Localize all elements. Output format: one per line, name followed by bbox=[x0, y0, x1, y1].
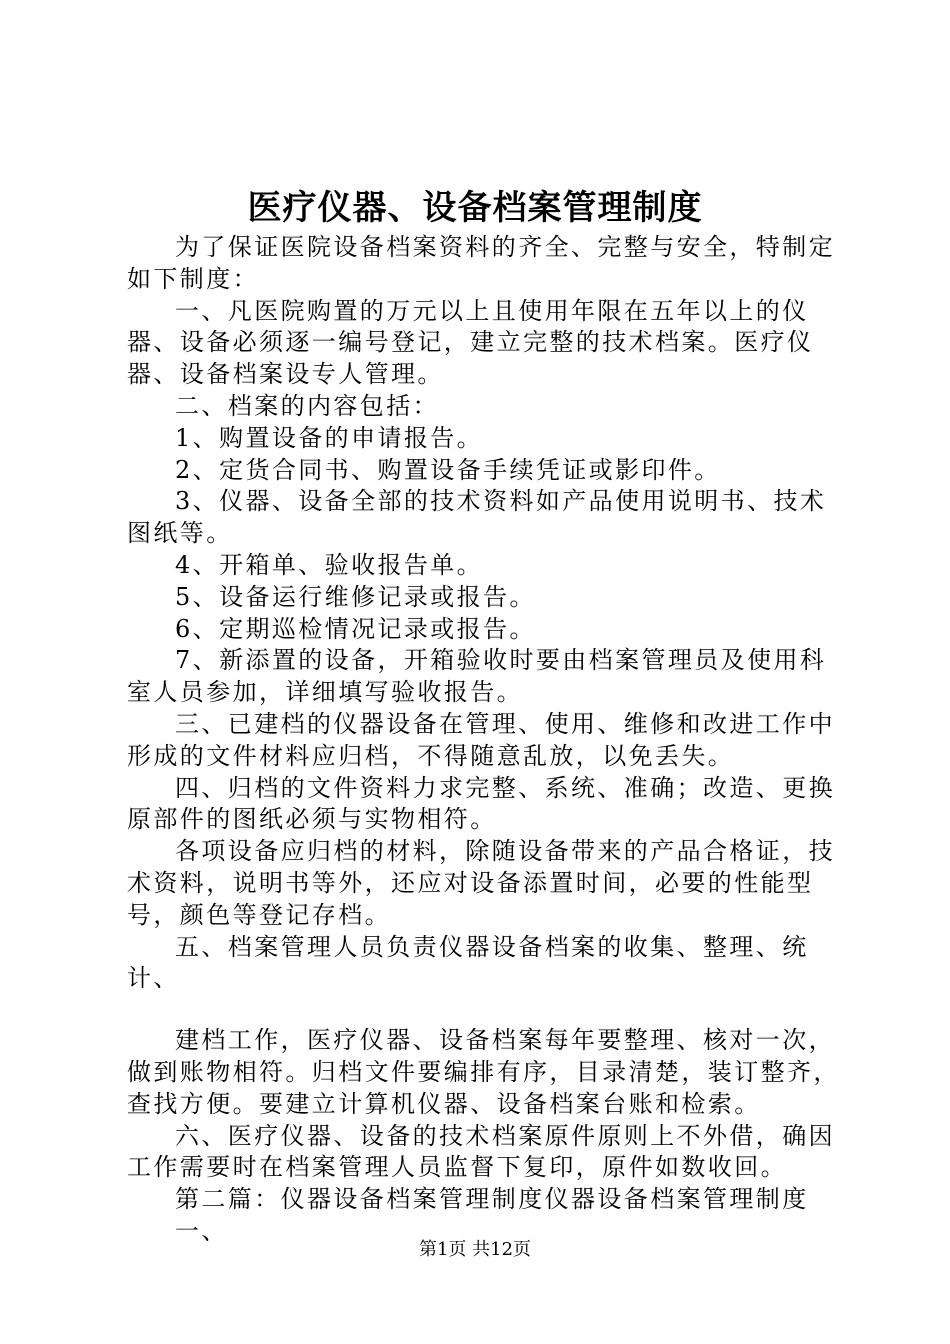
paragraph: 一、 bbox=[175, 1216, 228, 1245]
paragraph-gap bbox=[127, 995, 842, 1025]
document-title: 医疗仪器、设备档案管理制度 bbox=[247, 188, 703, 228]
paragraph: 2、定货合同书、购置设备手续凭证或影印件。 bbox=[175, 455, 721, 484]
paragraph: 4、开箱单、验收报告单。 bbox=[175, 550, 484, 579]
paragraph: 建档工作，医疗仪器、设备档案每年要整理、核对一次，做到账物相符。归档文件要编排有序，目录清楚，装订整齐，查找方便。要建立计算机仪器、设备档案台账和检索。 bbox=[127, 1026, 840, 1118]
paragraph: 一、凡医院购置的万元以上且使用年限在五年以上的仪器、设备必须逐一编号登记，建立完整的技术档案。医疗仪器、设备档案设专人管理。 bbox=[127, 296, 814, 389]
paragraph: 二、档案的内容包括： bbox=[175, 391, 439, 420]
paragraph: 各项设备应归档的材料，除随设备带来的产品合格证，技术资料，说明书等外，还应对设备添置时间，必要的性能型号，颜色等登记存档。 bbox=[127, 837, 835, 929]
paragraph: 第二篇：仪器设备档案管理制度仪器设备档案管理制度 bbox=[175, 1185, 809, 1214]
paragraph: 7、新添置的设备，开箱验收时要由档案管理员及使用科室人员参加，详细填写验收报告。 bbox=[127, 646, 827, 707]
page-footer: 第1页 共12页 bbox=[418, 1239, 532, 1260]
paragraph: 四、归档的文件资料力求完整、系统、准确；改造、更换原部件的图纸必须与实物相符。 bbox=[127, 773, 835, 834]
paragraph: 五、档案管理人员负责仪器设备档案的收集、整理、统计、 bbox=[127, 932, 809, 993]
document-body bbox=[127, 232, 842, 1248]
paragraph: 3、仪器、设备全部的技术资料如产品使用说明书、技术图纸等。 bbox=[127, 487, 827, 548]
paragraph: 为了保证医院设备档案资料的齐全、完整与安全，特制定如下制度： bbox=[127, 233, 835, 293]
paragraph: 5、设备运行维修记录或报告。 bbox=[175, 582, 536, 611]
paragraph: 6、定期巡检情况记录或报告。 bbox=[175, 614, 536, 643]
paragraph: 1、购置设备的申请报告。 bbox=[175, 423, 484, 452]
paragraph: 六、医疗仪器、设备的技术档案原件原则上不外借，确因工作需要时在档案管理人员监督下复印，原件如数收回。 bbox=[127, 1121, 835, 1182]
paragraph: 三、已建档的仪器设备在管理、使用、维修和改进工作中形成的文件材料应归档，不得随意乱放，以免丢失。 bbox=[127, 709, 835, 770]
